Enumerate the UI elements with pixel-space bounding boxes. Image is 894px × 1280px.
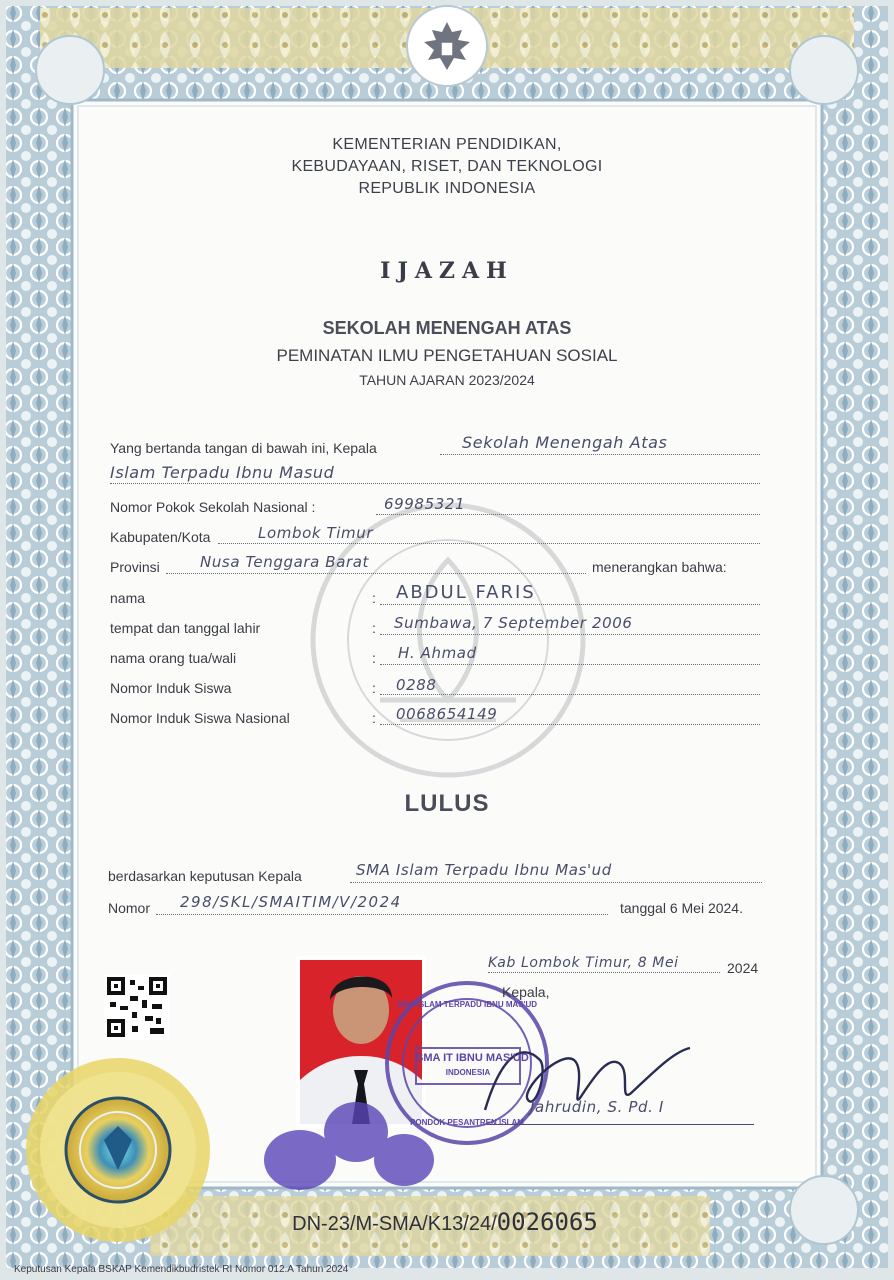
specialization: PEMINATAN ILMU PENGETAHUAN SOSIAL <box>276 346 618 365</box>
parent-dots <box>380 664 760 665</box>
intro-dots <box>440 454 760 455</box>
qr-code-icon <box>104 974 170 1040</box>
signatory-title: Kepala, <box>502 984 550 1000</box>
academic-year: TAHUN AJARAN 2023/2024 <box>359 372 535 388</box>
nis-colon: : <box>372 680 376 696</box>
name-dots <box>380 604 760 605</box>
birth-colon: : <box>372 620 376 636</box>
decree-note: Keputusan Kepala BSKAP Kemendikbudristek RI Nomor 012.A Tahun 2024 <box>14 1264 349 1275</box>
stamp-center-country: INDONESIA <box>445 1068 491 1077</box>
number-dots <box>156 914 608 915</box>
birth-label: tempat dan tanggal lahir <box>110 620 261 636</box>
province-dots <box>166 573 586 574</box>
nisn-value: 0068654149 <box>396 705 498 723</box>
npsn-label: Nomor Pokok Sekolah Nasional : <box>110 499 316 515</box>
name-value: ABDUL FARIS <box>396 582 536 603</box>
decision-date: tanggal 6 Mei 2024. <box>620 900 743 916</box>
regency-label: Kabupaten/Kota <box>110 529 211 545</box>
parent-colon: : <box>372 650 376 666</box>
stamp-ring-bottom: PONDOK PESANTREN ISLAM <box>410 1118 524 1127</box>
principal-name: Jahrudin, S. Pd. I <box>530 1098 664 1116</box>
parent-value: H. Ahmad <box>398 644 477 662</box>
regency-dots <box>218 543 760 544</box>
signing-place-date: Kab Lombok Timur, 8 Mei <box>488 955 679 971</box>
npsn-dots <box>376 514 760 515</box>
serial-prefix: DN-23/M-SMA/K13/24/ <box>292 1213 497 1235</box>
ministry-line-2: KEBUDAYAAN, RISET, DAN TEKNOLOGI <box>291 158 603 175</box>
nis-label: Nomor Induk Siswa <box>110 680 232 696</box>
stamp-center-name: SMA IT IBNU MAS'UD <box>416 1052 529 1064</box>
decision-dots <box>350 882 762 883</box>
serial-number <box>170 1208 720 1236</box>
npsn-value: 69985321 <box>384 495 466 513</box>
nis-dots <box>380 694 760 695</box>
number-value: 298/SKL/SMAITIM/V/2024 <box>180 893 402 911</box>
ministry-line-3: REPUBLIK INDONESIA <box>358 180 536 197</box>
serial-digits: 0026065 <box>496 1208 598 1236</box>
name-label: nama <box>110 590 146 606</box>
nisn-dots <box>380 724 760 725</box>
states-label: menerangkan bahwa: <box>592 559 727 575</box>
province-label: Provinsi <box>110 559 160 575</box>
regency-value: Lombok Timur <box>258 524 374 542</box>
signing-year: 2024 <box>727 960 759 976</box>
intro-label: Yang bertanda tangan di bawah ini, Kepala <box>110 440 377 456</box>
parent-label: nama orang tua/wali <box>110 650 237 666</box>
document-title: IJAZAH <box>380 258 514 284</box>
signing-place-dots <box>488 972 720 973</box>
birth-value: Sumbawa, 7 September 2006 <box>394 614 633 632</box>
school-name-line-1: Sekolah Menengah Atas <box>462 433 668 452</box>
nis-value: 0288 <box>396 676 437 694</box>
school-level: SEKOLAH MENENGAH ATAS <box>322 318 572 338</box>
decision-label: berdasarkan keputusan Kepala <box>108 868 302 884</box>
province-value: Nusa Tenggara Barat <box>200 553 370 571</box>
nisn-label: Nomor Induk Siswa Nasional <box>110 710 290 726</box>
school-name-dots <box>110 483 760 484</box>
school-name-line-2: Islam Terpadu Ibnu Masud <box>110 463 335 482</box>
birth-dots <box>380 634 760 635</box>
number-label: Nomor <box>108 900 151 916</box>
result-status: LULUS <box>404 790 490 817</box>
name-colon: : <box>372 590 376 606</box>
nisn-colon: : <box>372 710 376 726</box>
stamp-ring-top: SMA ISLAM TERPADU IBNU MAS'UD <box>396 1000 538 1009</box>
ministry-line-1: KEMENTERIAN PENDIDIKAN, <box>332 136 562 153</box>
decision-value: SMA Islam Terpadu Ibnu Mas'ud <box>356 861 612 879</box>
garuda-emblem-icon <box>407 6 487 86</box>
